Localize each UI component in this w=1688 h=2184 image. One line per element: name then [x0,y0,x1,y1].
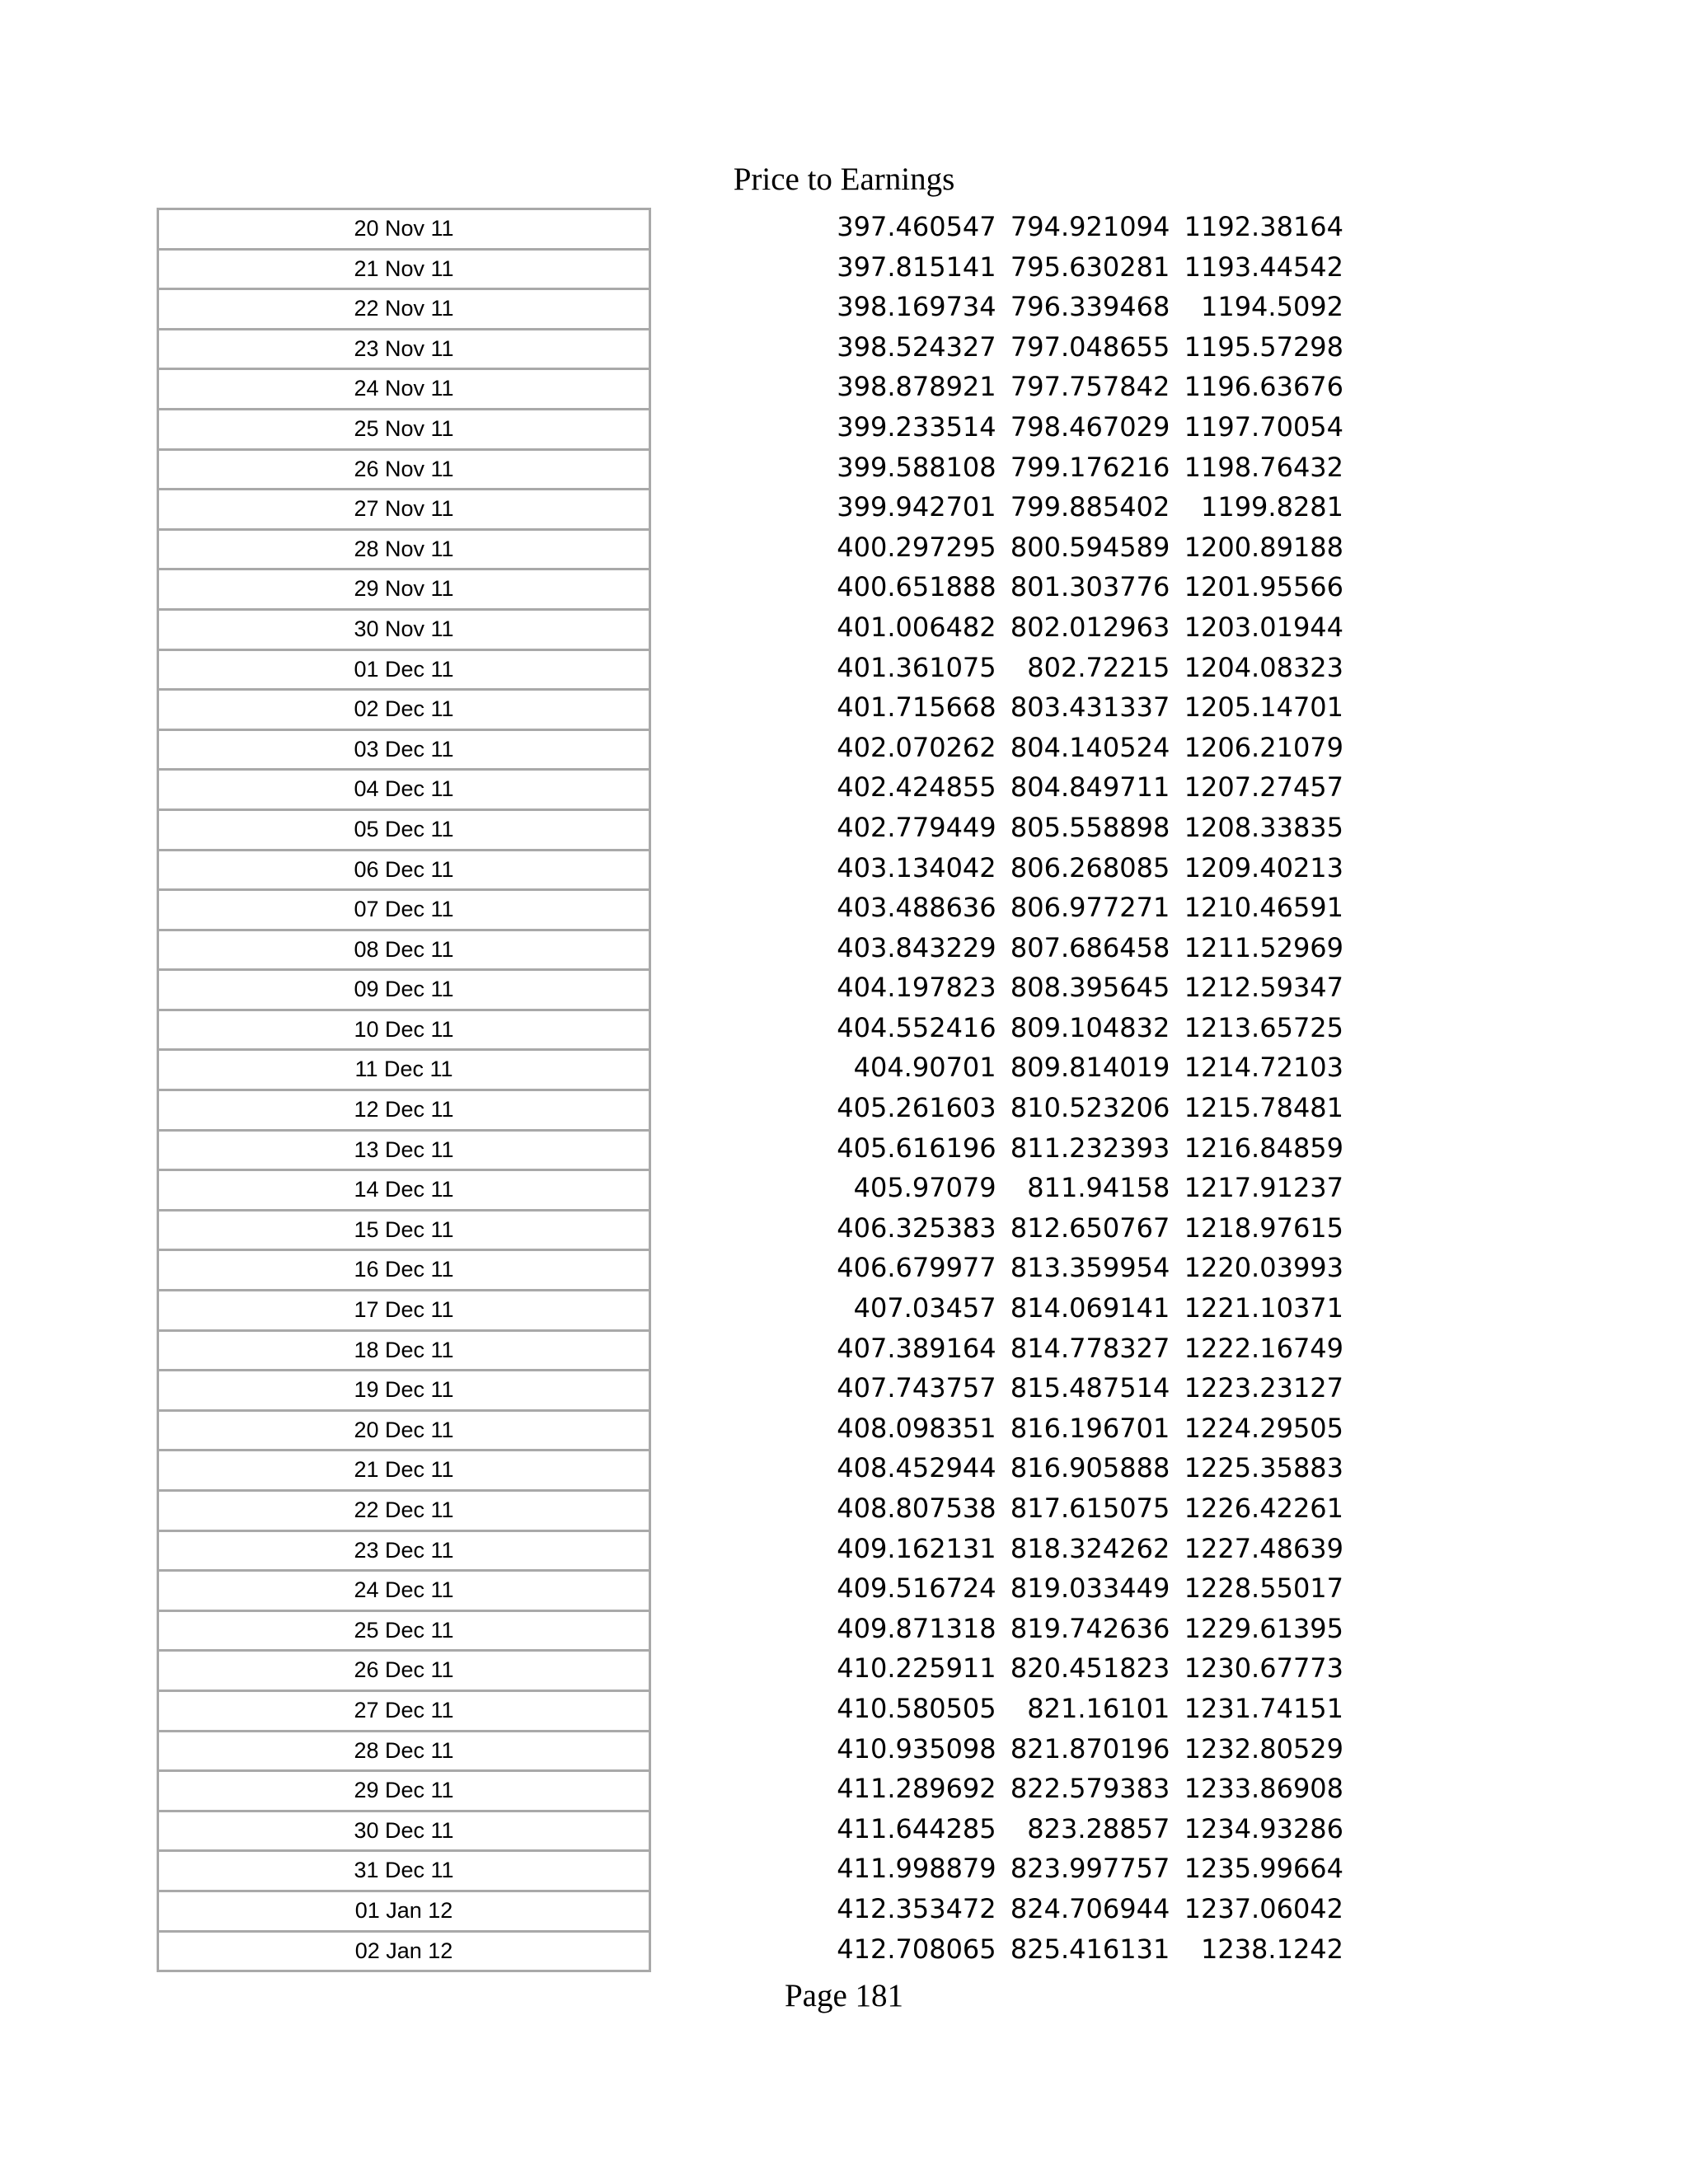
value-cell: 1213.65725 [1184,1011,1344,1043]
value-cell: 1228.55017 [1184,1572,1344,1605]
date-row [159,570,649,611]
date-row [159,1132,649,1172]
value-row [816,649,1343,689]
date-row [159,1091,649,1132]
value-cell: 1226.42261 [1184,1493,1344,1524]
value-cell: 799.885402 [1010,491,1170,523]
date-cell: 25 Nov 11 [354,415,454,441]
value-cell: 797.757842 [1010,371,1170,403]
date-row [159,1812,649,1853]
value-cell: 816.905888 [1010,1452,1170,1484]
value-row [816,1489,1343,1530]
date-row [159,1371,649,1412]
value-row [816,1169,1343,1209]
value-cell: 1208.33835 [1184,811,1344,843]
value-cell: 804.140524 [1010,731,1170,763]
value-cell: 402.779449 [837,811,996,843]
page-title: Price to Earnings [733,162,955,197]
value-cell: 409.162131 [837,1532,996,1564]
value-row [816,1769,1343,1810]
value-cell: 399.233514 [837,410,996,443]
value-cell: 411.289692 [837,1773,996,1805]
value-cell: 1197.70054 [1184,410,1344,443]
value-cell: 407.389164 [837,1332,996,1364]
value-cell: 824.706944 [1010,1892,1170,1924]
date-cell: 30 Dec 11 [354,1817,454,1843]
value-row [816,768,1343,808]
value-cell: 1237.06042 [1184,1892,1344,1924]
value-cell: 1229.61395 [1184,1612,1344,1644]
value-cell: 1220.03993 [1184,1252,1344,1284]
date-row [159,1612,649,1652]
value-cell: 1199.8281 [1200,491,1344,523]
date-cell: 22 Dec 11 [354,1497,454,1522]
value-cell: 794.921094 [1010,211,1170,242]
date-row [159,771,649,811]
value-row [816,1048,1343,1089]
value-cell: 401.361075 [837,651,996,683]
value-cell: 406.325383 [837,1212,996,1244]
value-cell: 821.870196 [1010,1732,1170,1765]
date-cell: 27 Nov 11 [354,496,454,522]
date-cell: 04 Dec 11 [354,776,454,802]
value-cell: 401.715668 [837,691,996,724]
value-cell: 1204.08323 [1184,651,1344,683]
value-cell: 1217.91237 [1184,1172,1344,1204]
value-row [816,849,1343,889]
value-cell: 1198.76432 [1184,451,1344,483]
date-row [159,851,649,892]
value-cell: 1201.95566 [1184,571,1344,603]
value-cell: 1207.27457 [1184,771,1344,804]
value-row [816,929,1343,969]
value-cell: 1227.48639 [1184,1532,1344,1564]
date-cell: 09 Dec 11 [354,977,454,1002]
value-cell: 799.176216 [1010,451,1170,483]
value-cell: 411.998879 [837,1853,996,1885]
value-cell: 403.843229 [837,931,996,963]
date-cell: 29 Nov 11 [354,576,454,602]
value-cell: 1235.99664 [1184,1853,1344,1885]
value-cell: 400.297295 [837,531,996,563]
value-cell: 403.134042 [837,851,996,883]
value-cell: 1225.35883 [1184,1452,1344,1484]
date-row [159,611,649,651]
value-cell: 1214.72103 [1184,1052,1344,1084]
value-row [816,1849,1343,1890]
date-cell: 20 Nov 11 [354,216,454,241]
date-row [159,251,649,291]
date-cell: 11 Dec 11 [354,1057,453,1082]
value-row [816,328,1343,368]
date-cell: 23 Nov 11 [354,335,454,361]
date-cell: 20 Dec 11 [354,1417,454,1442]
value-cell: 411.644285 [837,1812,996,1844]
value-cell: 412.353472 [837,1892,996,1924]
value-cell: 401.006482 [837,611,996,643]
value-row [816,408,1343,448]
value-cell: 1215.78481 [1184,1092,1344,1124]
value-cell: 408.807538 [837,1493,996,1524]
date-cell: 27 Dec 11 [354,1697,454,1722]
value-row [816,1409,1343,1450]
value-cell: 1195.57298 [1184,330,1344,363]
date-row [159,290,649,330]
value-cell: 1223.23127 [1184,1372,1344,1404]
value-row [816,1890,1343,1930]
date-row [159,1852,649,1892]
date-cell: 31 Dec 11 [354,1858,454,1883]
value-cell: 1234.93286 [1184,1812,1344,1844]
date-cell: 13 Dec 11 [354,1137,454,1162]
date-row [159,531,649,571]
value-cell: 403.488636 [837,892,996,924]
date-cell: 28 Nov 11 [354,536,454,561]
date-row [159,1171,649,1212]
date-cell: 05 Dec 11 [354,816,454,841]
date-row [159,971,649,1011]
value-row [816,208,1343,248]
value-cell: 398.524327 [837,330,996,363]
value-cell: 814.778327 [1010,1332,1170,1364]
value-cell: 796.339468 [1010,291,1170,323]
value-cell: 1221.10371 [1184,1292,1344,1324]
date-row [159,1011,649,1052]
value-cell: 408.452944 [837,1452,996,1484]
value-row [816,688,1343,729]
value-row [816,288,1343,328]
date-cell: 15 Dec 11 [354,1216,454,1242]
value-row [816,968,1343,1009]
date-row [159,731,649,771]
value-cell: 1205.14701 [1184,691,1344,724]
date-row [159,210,649,251]
value-cell: 802.72215 [1027,651,1170,683]
value-cell: 818.324262 [1010,1532,1170,1564]
value-cell: 397.815141 [837,251,996,283]
value-cell: 409.516724 [837,1572,996,1605]
value-cell: 398.169734 [837,291,996,323]
value-row [816,608,1343,649]
value-cell: 817.615075 [1010,1493,1170,1524]
value-row [816,248,1343,288]
date-cell: 02 Dec 11 [354,696,454,722]
date-cell: 24 Nov 11 [354,376,454,401]
value-row [816,888,1343,929]
value-cell: 412.708065 [837,1933,996,1965]
date-row [159,1492,649,1532]
date-row [159,811,649,851]
value-row [816,1690,1343,1730]
value-cell: 806.268085 [1010,851,1170,883]
date-table [157,208,651,1972]
value-cell: 1193.44542 [1184,251,1344,283]
date-row [159,1451,649,1492]
value-row [816,1649,1343,1690]
value-cell: 410.225911 [837,1652,996,1685]
value-cell: 1200.89188 [1184,531,1344,563]
value-cell: 402.424855 [837,771,996,804]
value-cell: 409.871318 [837,1612,996,1644]
value-cell: 399.588108 [837,451,996,483]
value-cell: 406.679977 [837,1252,996,1284]
value-cell: 820.451823 [1010,1652,1170,1685]
date-cell: 17 Dec 11 [354,1297,454,1323]
date-row [159,1532,649,1572]
date-row [159,1212,649,1252]
date-row [159,931,649,972]
date-row [159,1652,649,1692]
value-cell: 809.814019 [1010,1052,1170,1084]
value-row [816,729,1343,769]
value-cell: 399.942701 [837,491,996,523]
value-row [816,1569,1343,1610]
date-cell: 21 Dec 11 [354,1457,454,1483]
date-cell: 26 Dec 11 [354,1657,454,1683]
date-cell: 12 Dec 11 [354,1097,454,1122]
value-cell: 809.104832 [1010,1011,1170,1043]
date-row [159,1332,649,1372]
value-row [816,1449,1343,1489]
date-cell: 22 Nov 11 [354,296,454,321]
value-cell: 807.686458 [1010,931,1170,963]
date-cell: 07 Dec 11 [354,897,454,922]
value-cell: 803.431337 [1010,691,1170,724]
date-row [159,1412,649,1452]
date-cell: 23 Dec 11 [354,1537,454,1563]
value-cell: 397.460547 [837,211,996,242]
value-cell: 1224.29505 [1184,1412,1344,1444]
value-cell: 804.849711 [1010,771,1170,804]
value-cell: 1230.67773 [1184,1652,1344,1685]
value-row [816,1329,1343,1370]
value-cell: 823.997757 [1010,1853,1170,1885]
date-cell: 21 Nov 11 [354,255,454,281]
value-cell: 1210.46591 [1184,892,1344,924]
value-row [816,568,1343,608]
value-cell: 408.098351 [837,1412,996,1444]
value-cell: 813.359954 [1010,1252,1170,1284]
date-cell: 10 Dec 11 [354,1016,454,1042]
value-cell: 404.552416 [837,1011,996,1043]
value-cell: 404.90701 [853,1052,996,1084]
value-cell: 821.16101 [1027,1692,1170,1724]
date-cell: 29 Dec 11 [354,1778,454,1803]
date-row [159,1933,649,1973]
date-cell: 02 Jan 12 [354,1938,453,1963]
value-cell: 1211.52969 [1184,931,1344,963]
value-row [816,1249,1343,1289]
value-row [816,528,1343,569]
value-row [816,1089,1343,1129]
date-row [159,1692,649,1732]
date-cell: 24 Dec 11 [354,1577,454,1603]
value-cell: 1212.59347 [1184,972,1344,1004]
date-cell: 01 Dec 11 [354,656,454,682]
value-cell: 400.651888 [837,571,996,603]
value-cell: 405.261603 [837,1092,996,1124]
value-cell: 795.630281 [1010,251,1170,283]
value-cell: 1233.86908 [1184,1773,1344,1805]
date-row [159,330,649,371]
value-row [816,448,1343,489]
value-cell: 398.878921 [837,371,996,403]
date-row [159,370,649,410]
value-row [816,1730,1343,1770]
value-cell: 1196.63676 [1184,371,1344,403]
value-cell: 811.94158 [1027,1172,1170,1204]
page-number: Page 181 [784,1978,904,2013]
value-cell: 797.048655 [1010,330,1170,363]
date-cell: 25 Dec 11 [354,1617,454,1643]
date-row [159,1772,649,1812]
value-cell: 825.416131 [1010,1933,1170,1965]
value-row [816,1289,1343,1329]
value-cell: 405.97079 [853,1172,996,1204]
value-cell: 802.012963 [1010,611,1170,643]
value-cell: 1222.16749 [1184,1332,1344,1364]
date-cell: 06 Dec 11 [354,856,454,882]
date-row [159,1892,649,1933]
value-cell: 812.650767 [1010,1212,1170,1244]
date-row [159,691,649,731]
date-cell: 30 Nov 11 [354,616,454,641]
value-row [816,368,1343,408]
date-row [159,490,649,531]
value-cell: 819.033449 [1010,1572,1170,1605]
date-cell: 28 Dec 11 [354,1737,454,1763]
value-row [816,808,1343,849]
value-cell: 819.742636 [1010,1612,1170,1644]
date-row [159,651,649,691]
value-cell: 1216.84859 [1184,1132,1344,1164]
value-row [816,1209,1343,1249]
value-cell: 1232.80529 [1184,1732,1344,1765]
value-cell: 800.594589 [1010,531,1170,563]
value-cell: 806.977271 [1010,892,1170,924]
value-cell: 404.197823 [837,972,996,1004]
value-cell: 1192.38164 [1184,211,1344,242]
value-cell: 822.579383 [1010,1773,1170,1805]
value-cell: 410.935098 [837,1732,996,1765]
date-cell: 01 Jan 12 [354,1897,453,1923]
value-cell: 1209.40213 [1184,851,1344,883]
value-row [816,1610,1343,1650]
value-cell: 811.232393 [1010,1132,1170,1164]
value-cell: 823.28857 [1027,1812,1170,1844]
value-cell: 810.523206 [1010,1092,1170,1124]
value-cell: 402.070262 [837,731,996,763]
value-row [816,1009,1343,1049]
date-row [159,410,649,451]
value-cell: 808.395645 [1010,972,1170,1004]
date-row [159,1732,649,1773]
value-cell: 816.196701 [1010,1412,1170,1444]
value-cell: 815.487514 [1010,1372,1170,1404]
value-cell: 1194.5092 [1200,291,1344,323]
date-cell: 14 Dec 11 [354,1177,454,1202]
date-row [159,1572,649,1612]
value-cell: 410.580505 [837,1692,996,1724]
value-cell: 1203.01944 [1184,611,1344,643]
value-row [816,1930,1343,1971]
date-row [159,891,649,931]
date-row [159,1291,649,1332]
date-cell: 16 Dec 11 [354,1257,454,1282]
value-cell: 798.467029 [1010,410,1170,443]
value-cell: 814.069141 [1010,1292,1170,1324]
value-cell: 1231.74151 [1184,1692,1344,1724]
value-cell: 1218.97615 [1184,1212,1344,1244]
value-cell: 805.558898 [1010,811,1170,843]
date-cell: 19 Dec 11 [354,1377,454,1403]
date-row [159,1051,649,1091]
date-cell: 08 Dec 11 [354,936,454,962]
value-cell: 801.303776 [1010,571,1170,603]
value-row [816,488,1343,528]
values-table [816,208,1343,1970]
value-cell: 1238.1242 [1200,1933,1344,1965]
value-row [816,1369,1343,1409]
value-row [816,1129,1343,1169]
date-row [159,451,649,491]
value-cell: 1206.21079 [1184,731,1344,763]
value-row [816,1810,1343,1850]
date-cell: 03 Dec 11 [354,736,454,762]
value-cell: 407.743757 [837,1372,996,1404]
date-cell: 18 Dec 11 [354,1337,454,1362]
date-row [159,1251,649,1291]
value-cell: 405.616196 [837,1132,996,1164]
value-cell: 407.03457 [853,1292,996,1324]
value-row [816,1530,1343,1570]
date-cell: 26 Nov 11 [354,456,454,481]
